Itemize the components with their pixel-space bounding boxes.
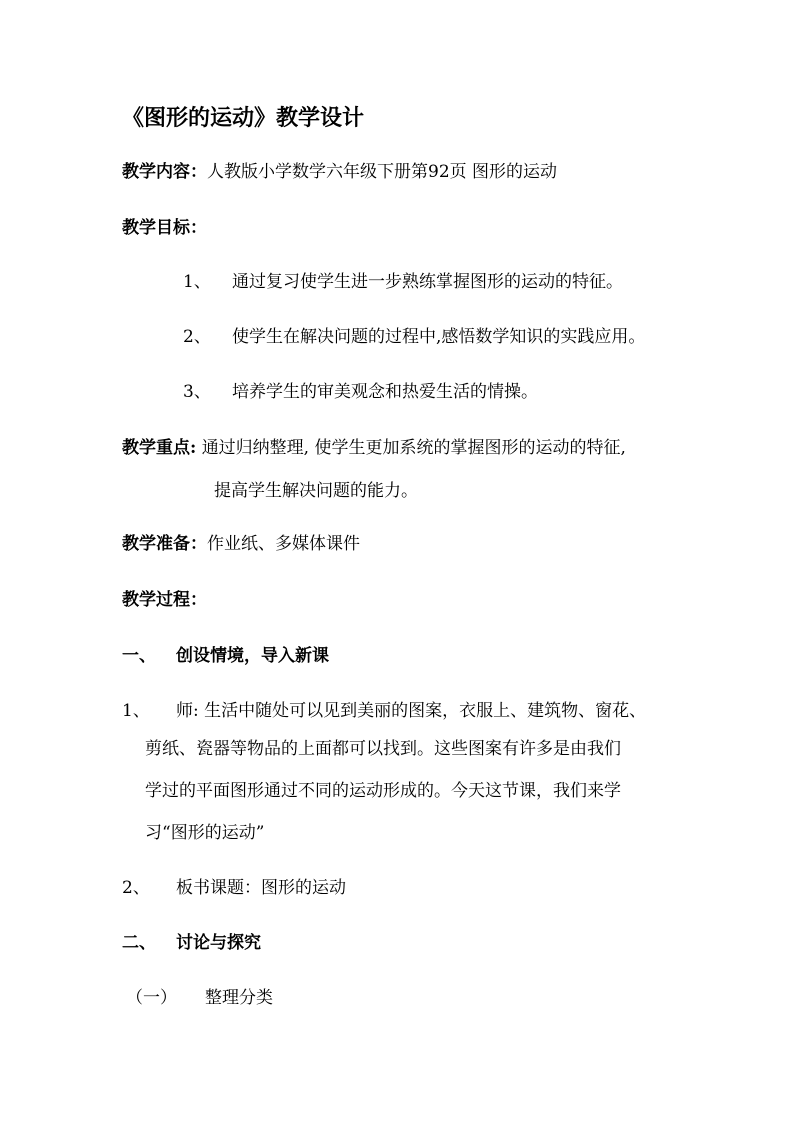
preparation-text: 作业纸、多媒体课件: [207, 534, 360, 554]
section-number: 一、: [122, 646, 156, 666]
objective-number: 1、: [183, 272, 211, 292]
section-heading: 创设情境，导入新课: [176, 646, 329, 666]
key-point-row: [122, 437, 626, 459]
objective-number: 3、: [183, 382, 211, 402]
objectives-label: 教学目标：: [122, 218, 207, 238]
preparation-label: 教学准备：: [122, 534, 207, 554]
section-number: 二、: [122, 933, 156, 953]
step-text-line: 剪纸、瓷器等物品的上面都可以找到。这些图案有许多是由我们: [145, 739, 621, 759]
key-point-continuation: 提高学生解决问题的能力。: [214, 481, 418, 501]
content-text: 人教版小学数学六年级下册第92页 图形的运动: [207, 162, 558, 182]
subsection-number: （一）: [126, 988, 177, 1008]
key-point-text: 通过归纳整理, 使学生更加系统的掌握图形的运动的特征,: [201, 438, 626, 458]
step-number: 1、: [122, 701, 150, 721]
content-label: 教学内容：: [122, 162, 207, 182]
document-title: 《图形的运动》教学设计: [122, 105, 365, 131]
subsection-heading: 整理分类: [205, 988, 273, 1008]
objective-text: 使学生在解决问题的过程中,感悟数学知识的实践应用。: [232, 327, 646, 347]
step-text-line: 师: 生活中随处可以见到美丽的图案，衣服上、建筑物、窗花、: [176, 701, 647, 721]
step-number: 2、: [122, 878, 150, 898]
objective-number: 2、: [183, 327, 211, 347]
objective-text: 通过复习使学生进一步熟练掌握图形的运动的特征。: [232, 272, 623, 292]
step-text-line: 习“图形的运动”: [145, 823, 265, 843]
section-heading: 讨论与探究: [176, 933, 261, 953]
key-point-label: 教学重点:: [122, 438, 197, 458]
objective-item: [183, 326, 211, 348]
step-text-line: 板书课题：图形的运动: [176, 878, 346, 898]
step-text-line: 学过的平面图形通过不同的运动形成的。今天这节课，我们来学: [145, 781, 621, 801]
objective-item: [183, 381, 211, 403]
objective-item: [183, 271, 211, 293]
preparation-row: [122, 533, 360, 555]
content-row: [122, 161, 557, 183]
process-label: 教学过程：: [122, 590, 207, 610]
objective-text: 培养学生的审美观念和热爱生活的情操。: [232, 382, 538, 402]
